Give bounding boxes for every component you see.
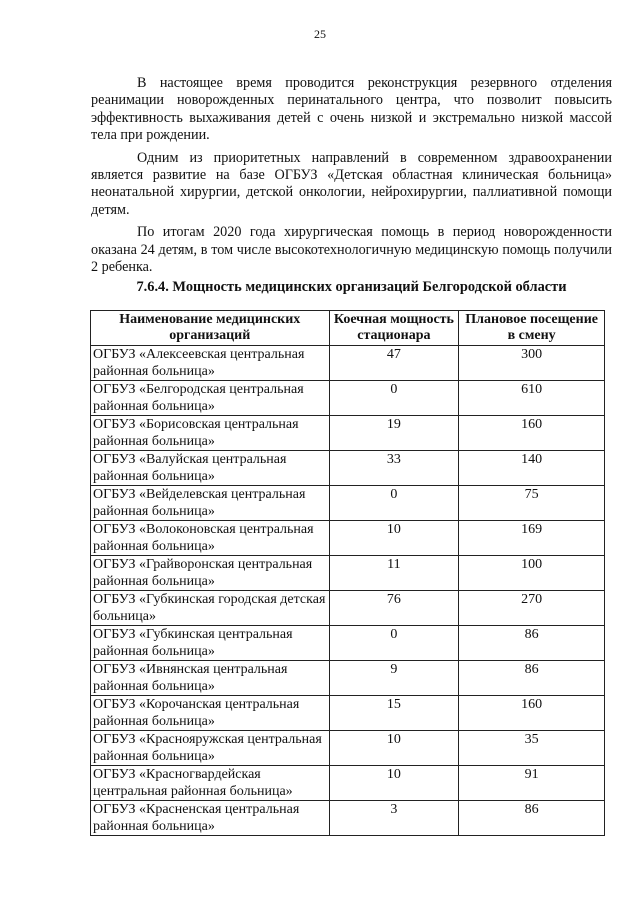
planned-visits-cell: 75	[459, 486, 605, 521]
planned-visits-cell: 86	[459, 626, 605, 661]
header-planned-visits: Плановое посещение в смену	[459, 311, 605, 346]
bed-capacity-cell: 15	[329, 696, 459, 731]
planned-visits-cell: 300	[459, 346, 605, 381]
bed-capacity-cell: 0	[329, 486, 459, 521]
table-row	[91, 696, 605, 731]
planned-visits-cell: 140	[459, 451, 605, 486]
body-text	[91, 75, 612, 281]
planned-visits-cell: 86	[459, 801, 605, 836]
bed-capacity-cell: 0	[329, 626, 459, 661]
section-heading: 7.6.4. Мощность медицинских организаций Белгородской области	[136, 279, 567, 295]
bed-capacity-cell: 10	[329, 731, 459, 766]
org-name-cell: ОГБУЗ «Губкинская центральная районная больница»	[91, 626, 330, 661]
org-name-cell: ОГБУЗ «Вейделевская центральная районная больница»	[91, 486, 330, 521]
org-name-cell: ОГБУЗ «Грайворонская центральная районная больница»	[91, 556, 330, 591]
planned-visits-cell: 91	[459, 766, 605, 801]
org-name-cell: ОГБУЗ «Губкинская городская детская больница»	[91, 591, 330, 626]
table-row	[91, 486, 605, 521]
table-row	[91, 381, 605, 416]
planned-visits-cell: 169	[459, 521, 605, 556]
planned-visits-cell: 610	[459, 381, 605, 416]
table-row	[91, 801, 605, 836]
table-row	[91, 521, 605, 556]
planned-visits-cell: 160	[459, 696, 605, 731]
table-row	[91, 626, 605, 661]
org-name-cell: ОГБУЗ «Ивнянская центральная районная больница»	[91, 661, 330, 696]
paragraph: Одним из приоритетных направлений в современном здравоохранении является развитие на базе ОГБУЗ «Детская областная клиническая больница» неонатальной хирургии, детской онкологии, нейрохирургии, паллиативной помощи детям.	[91, 149, 612, 218]
table-row	[91, 451, 605, 486]
table-row	[91, 346, 605, 381]
header-org-name: Наименование медицинских организаций	[91, 311, 330, 346]
org-name-cell: ОГБУЗ «Валуйская центральная районная больница»	[91, 451, 330, 486]
org-name-cell: ОГБУЗ «Волоконовская центральная районная больница»	[91, 521, 330, 556]
org-name-cell: ОГБУЗ «Белгородская центральная районная больница»	[91, 381, 330, 416]
bed-capacity-cell: 47	[329, 346, 459, 381]
planned-visits-cell: 35	[459, 731, 605, 766]
bed-capacity-cell: 10	[329, 521, 459, 556]
table-row	[91, 416, 605, 451]
org-name-cell: ОГБУЗ «Красногвардейская центральная районная больница»	[91, 766, 330, 801]
bed-capacity-cell: 11	[329, 556, 459, 591]
bed-capacity-cell: 19	[329, 416, 459, 451]
planned-visits-cell: 160	[459, 416, 605, 451]
bed-capacity-cell: 0	[329, 381, 459, 416]
bed-capacity-cell: 9	[329, 661, 459, 696]
capacity-table	[90, 310, 605, 836]
bed-capacity-cell: 33	[329, 451, 459, 486]
page-number: 25	[314, 27, 326, 41]
table-row	[91, 556, 605, 591]
table-row	[91, 731, 605, 766]
table-row	[91, 661, 605, 696]
paragraph: По итогам 2020 года хирургическая помощь в период новорожденности оказана 24 детям, в том числе высокотехнологичную медицинскую помощь получили 2 ребенка.	[91, 224, 612, 276]
org-name-cell: ОГБУЗ «Корочанская центральная районная больница»	[91, 696, 330, 731]
org-name-cell: ОГБУЗ «Красненская центральная районная больница»	[91, 801, 330, 836]
header-bed-capacity: Коечная мощность стационара	[329, 311, 459, 346]
bed-capacity-cell: 76	[329, 591, 459, 626]
bed-capacity-cell: 10	[329, 766, 459, 801]
table-row	[91, 591, 605, 626]
org-name-cell: ОГБУЗ «Борисовская центральная районная больница»	[91, 416, 330, 451]
org-name-cell: ОГБУЗ «Алексеевская центральная районная больница»	[91, 346, 330, 381]
planned-visits-cell: 100	[459, 556, 605, 591]
org-name-cell: ОГБУЗ «Краснояружская центральная районная больница»	[91, 731, 330, 766]
table-header-row	[91, 311, 605, 346]
bed-capacity-cell: 3	[329, 801, 459, 836]
planned-visits-cell: 270	[459, 591, 605, 626]
planned-visits-cell: 86	[459, 661, 605, 696]
table-body	[91, 346, 605, 836]
table-row	[91, 766, 605, 801]
paragraph: В настоящее время проводится реконструкция резервного отделения реанимации новорожденных перинатального центра, что позволит повысить эффективность выхаживания детей с очень низкой и экстремально низкой массой тела при рождении.	[91, 75, 612, 144]
